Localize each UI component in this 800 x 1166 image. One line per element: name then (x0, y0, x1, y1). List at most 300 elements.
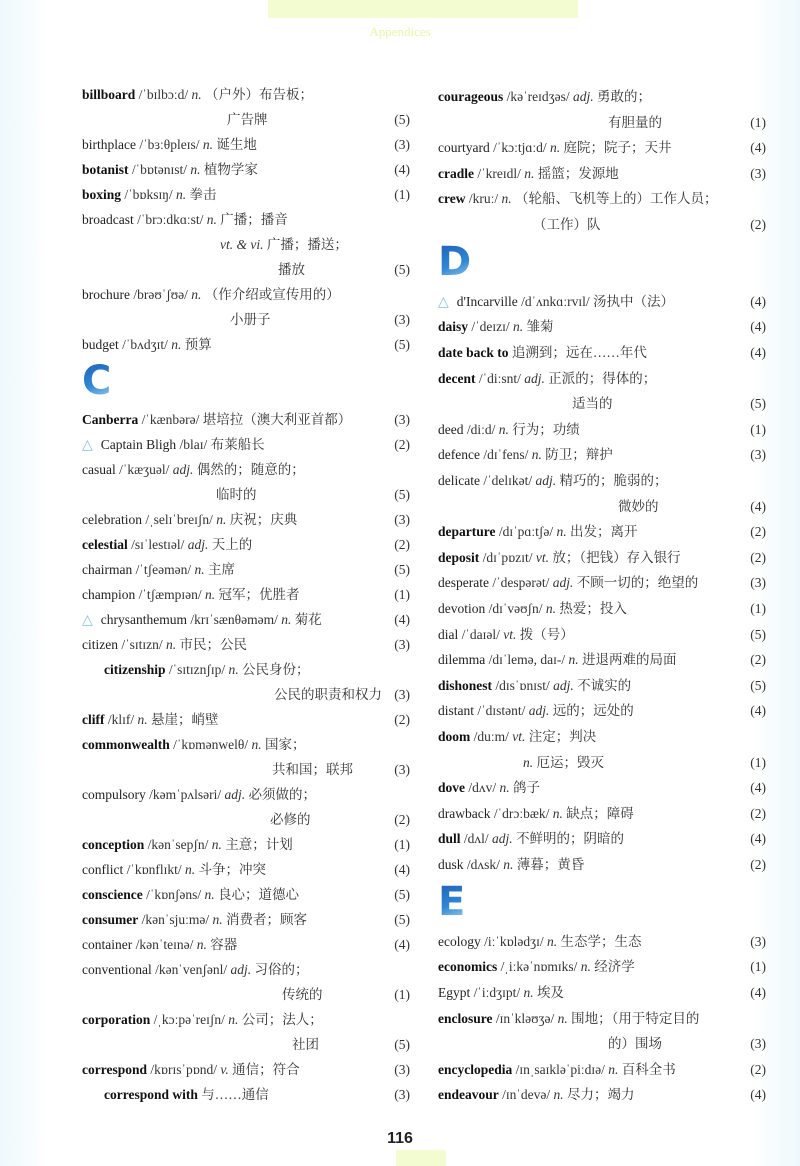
entry-definition: 偶然的；随意的； (196, 462, 305, 477)
entry-term: budget (82, 337, 119, 352)
unit-number: (3) (394, 687, 410, 702)
entry-definition: 容器 (210, 937, 238, 952)
entry-term: crew (438, 191, 466, 207)
glossary-entry (438, 956, 766, 978)
unit-number: (3) (394, 1087, 410, 1102)
entry-phonetic: /ˌiːkəˈnɒmɪks/ (500, 959, 578, 975)
glossary-entry (82, 709, 410, 731)
unit-number: (5) (394, 912, 410, 927)
entry-part-of-speech: adj. (552, 575, 574, 591)
entry-term: courtyard (438, 140, 490, 156)
glossary-entry (438, 828, 766, 850)
entry-term: deposit (438, 549, 480, 565)
glossary-entry (438, 547, 766, 569)
glossary-entry-continuation (438, 496, 766, 518)
glossary-entry (438, 316, 766, 338)
unit-number: (1) (750, 114, 766, 130)
entry-part-of-speech: n. (523, 985, 534, 1000)
entry-definition: 布莱船长 (210, 437, 265, 452)
entry-definition: 天上的 (211, 537, 253, 552)
entry-part-of-speech: n. (281, 612, 292, 627)
triangle-marker-icon: △ (82, 438, 93, 453)
glossary-entry (438, 1008, 766, 1030)
entry-term: brochure (82, 287, 130, 302)
unit-number: (5) (394, 262, 410, 277)
entry-term: conception (82, 837, 145, 852)
entry-phonetic: /ˈdespərət/ (492, 575, 550, 591)
entry-term: citizenship (104, 662, 166, 677)
unit-number: (5) (750, 626, 766, 642)
entry-phonetic: /ɪnˈkləʊʒə/ (495, 1010, 555, 1026)
entry-term: d'Incarville (456, 293, 518, 309)
glossary-entry (82, 284, 410, 306)
glossary-entry (82, 609, 410, 631)
entry-term: defence (438, 447, 480, 463)
entry-part-of-speech: vt. (512, 729, 526, 744)
entry-term: ecology (438, 933, 481, 949)
unit-number: (5) (394, 487, 410, 502)
entry-part-of-speech: n. (185, 862, 196, 877)
glossary-entry (438, 368, 766, 390)
glossary-entry (82, 1059, 410, 1081)
entry-term: dial (438, 626, 459, 642)
section-letter-d: D (438, 238, 472, 285)
unit-number: (3) (750, 165, 766, 181)
entry-term: dishonest (438, 677, 493, 693)
entry-phonetic: /brəʊˈʃʊə/ (133, 287, 188, 302)
glossary-entry-continuation (82, 259, 410, 281)
entry-definition: 植物学家 (203, 162, 258, 177)
entry-definition: 主席 (207, 562, 235, 577)
entry-term: date back to (438, 345, 509, 360)
unit-number: (3) (750, 447, 766, 463)
entry-definition: （工作）队 (533, 217, 601, 232)
entry-definition: 拨（号） (519, 626, 574, 642)
glossary-entry (82, 634, 410, 656)
entry-phonetic: /ˈtʃæmpɪən/ (138, 587, 202, 602)
entry-part-of-speech: adj. (230, 962, 252, 977)
section-letter-c: C (82, 358, 112, 404)
entry-phonetic: /ˈdeɪzɪ/ (471, 319, 510, 335)
glossary-entry-continuation (82, 309, 410, 331)
entry-definition: 斗争；冲突 (198, 862, 267, 877)
unit-number: (4) (750, 1087, 766, 1103)
entry-definition: 的）围场 (608, 1036, 662, 1052)
entry-phonetic: /ˈsɪtɪzn/ (121, 637, 163, 652)
entry-definition: 尽力；竭力 (566, 1087, 635, 1103)
entry-definition: 国家； (265, 737, 306, 752)
entry-phonetic: /ˈdiːsnt/ (478, 370, 521, 386)
entry-part-of-speech: n. (216, 512, 227, 527)
entry-definition: 汤执中（法） (593, 293, 674, 309)
entry-definition: （轮船、飞机等上的）工作人员； (514, 191, 718, 207)
unit-number: (2) (750, 805, 766, 821)
entry-part-of-speech: adj. (224, 787, 246, 802)
entry-part-of-speech: n. (545, 601, 557, 616)
glossary-entry (438, 649, 766, 671)
glossary-entry-continuation (82, 484, 410, 506)
entry-term: birthplace (82, 137, 136, 152)
entry-definition: 广播；播送； (266, 237, 348, 252)
unit-number: (4) (750, 985, 766, 1000)
unit-number: (1) (750, 959, 766, 975)
entry-definition: （作介绍或宣传用的） (204, 287, 340, 302)
entry-definition: 行为；功绩 (512, 421, 580, 437)
entry-part-of-speech: n. (202, 137, 213, 152)
entry-phonetic: /ˈsɪtɪznʃɪp/ (168, 662, 226, 677)
unit-number: (4) (394, 612, 410, 627)
entry-term: chairman (82, 562, 133, 577)
entry-term: Captain Bligh (100, 437, 177, 452)
entry-term: delicate (438, 473, 480, 488)
entry-phonetic: /dɪˈpɒzɪt/ (482, 549, 533, 565)
glossary-entry (82, 659, 410, 681)
entry-phonetic: /kruː/ (468, 191, 499, 207)
unit-number: (3) (750, 933, 766, 949)
entry-phonetic: /ˈkænbərə/ (141, 412, 200, 427)
glossary-entry (438, 444, 766, 466)
glossary-entry (438, 726, 766, 748)
entry-term: dove (438, 780, 465, 796)
glossary-entry-continuation (82, 684, 410, 706)
entry-phonetic: /kənˈteɪnə/ (135, 937, 194, 952)
entry-term: champion (82, 587, 136, 602)
entry-definition: 勇敢的； (596, 89, 651, 104)
entry-definition: 公司；法人； (241, 1012, 323, 1027)
glossary-entry (82, 1084, 410, 1106)
entry-phonetic: /ˈbrɔːdkɑːst/ (137, 212, 204, 227)
entry-part-of-speech: n. (211, 837, 222, 852)
entry-phonetic: /ˈbɪlbɔːd/ (138, 87, 189, 102)
glossary-entry-continuation (438, 393, 766, 415)
glossary-entry (82, 509, 410, 531)
entry-definition: 主意；计划 (225, 837, 293, 852)
entry-phonetic: /diːd/ (466, 421, 496, 437)
glossary-entry (438, 521, 766, 543)
glossary-entry (438, 1084, 766, 1106)
entry-definition: 生态学；生态 (560, 933, 642, 949)
glossary-entry (438, 188, 766, 210)
entry-definition: 摇篮；发源地 (537, 165, 619, 181)
entry-part-of-speech: n. (191, 287, 202, 302)
glossary-entry (82, 134, 410, 156)
triangle-marker-icon: △ (82, 613, 93, 628)
entry-definition: 不顾一切的；绝望的 (576, 575, 699, 591)
entry-term: departure (438, 524, 496, 540)
entry-phonetic: /ˈbʌdʒɪt/ (122, 337, 168, 352)
entry-phonetic: /kənˈsepʃn/ (147, 837, 209, 852)
entry-definition: 雏菊 (526, 319, 554, 335)
entry-term: Egypt (438, 985, 471, 1000)
glossary-entry (82, 84, 410, 106)
entry-phonetic: /dʌv/ (468, 780, 497, 796)
unit-number: (1) (750, 421, 766, 437)
entry-phonetic: /ˈkreɪdl/ (477, 165, 521, 181)
glossary-entry (82, 909, 410, 931)
entry-term: encyclopedia (438, 1061, 513, 1077)
unit-number: (5) (750, 677, 766, 693)
glossary-entry (438, 419, 766, 441)
entry-term: economics (438, 959, 498, 975)
entry-phonetic: /ˈbɒtənɪst/ (131, 162, 187, 177)
header-band (268, 0, 578, 18)
glossary-entry (438, 470, 766, 492)
entry-part-of-speech: n. (171, 337, 182, 352)
glossary-entry-continuation (82, 1034, 410, 1056)
entry-definition: 精巧的；脆弱的； (559, 473, 668, 488)
unit-number: (4) (750, 140, 766, 156)
entry-definition: 进退两难的局面 (581, 652, 677, 668)
entry-definition: 良心；道德心 (218, 887, 300, 902)
entry-part-of-speech: n. (176, 187, 187, 202)
entry-definition: 庆祝；庆典 (229, 512, 298, 527)
entry-definition: 传统的 (282, 987, 323, 1002)
glossary-entry (438, 624, 766, 646)
unit-number: (2) (750, 857, 766, 872)
entry-definition: 拳击 (189, 187, 217, 202)
unit-number: (2) (750, 217, 766, 232)
glossary-entry-continuation (438, 112, 766, 134)
unit-number: (3) (394, 312, 410, 327)
entry-definition: 悬崖；峭壁 (151, 712, 219, 727)
entry-phonetic: /ˈiːdʒɪpt/ (473, 985, 521, 1000)
entry-term: courageous (438, 89, 504, 104)
entry-definition: 追溯到；远在……年代 (511, 345, 647, 360)
entry-phonetic: /dɪˈfens/ (483, 447, 529, 463)
unit-number: (5) (394, 112, 410, 127)
section-letter-e: E (438, 878, 466, 925)
unit-number: (4) (750, 703, 766, 719)
entry-term: conventional (82, 962, 152, 977)
entry-definition: 公民身份； (242, 662, 310, 677)
entry-phonetic: /krɪˈsænθəməm/ (190, 612, 278, 627)
entry-definition: 共和国；联邦 (272, 762, 353, 777)
glossary-entry (82, 784, 410, 806)
entry-part-of-speech: n. (524, 165, 535, 181)
entry-term: commonwealth (82, 737, 170, 752)
unit-number: (2) (394, 537, 410, 552)
unit-number: (1) (394, 187, 410, 202)
entry-term: doom (438, 729, 471, 744)
entry-part-of-speech: n. (557, 1010, 568, 1026)
glossary-entry (82, 459, 410, 481)
unit-number: (3) (394, 637, 410, 652)
entry-definition: 厄运；毁灭 (536, 754, 604, 770)
glossary-entry (438, 1059, 766, 1081)
entry-phonetic: /kəˈreɪdʒəs/ (506, 89, 570, 104)
entry-term: drawback (438, 805, 491, 821)
entry-part-of-speech: n. (550, 140, 561, 156)
entry-phonetic: /ˌselɪˈbreɪʃn/ (145, 512, 213, 527)
entry-term: dilemma (438, 652, 486, 668)
entry-part-of-speech: adj. (528, 703, 550, 719)
entry-term: broadcast (82, 212, 134, 227)
glossary-entry (438, 291, 766, 313)
entry-term: compulsory (82, 787, 146, 802)
entry-phonetic: /ˈkɒnflɪkt/ (126, 862, 182, 877)
entry-phonetic: /dˈʌnkɑːrvɪl/ (521, 293, 590, 309)
unit-number: (3) (394, 1062, 410, 1077)
unit-number: (4) (394, 162, 410, 177)
entry-phonetic: /ˈdɪstənt/ (477, 703, 526, 719)
unit-number: (2) (750, 1061, 766, 1077)
glossary-entry (82, 184, 410, 206)
unit-number: (5) (750, 396, 766, 412)
unit-number: (4) (750, 319, 766, 335)
glossary-entry (438, 342, 766, 364)
glossary-entry-continuation (438, 214, 766, 236)
entry-term: deed (438, 421, 464, 437)
unit-number: (5) (394, 562, 410, 577)
glossary-entry-continuation (438, 752, 766, 774)
entry-definition: 社团 (292, 1037, 319, 1052)
unit-number: (1) (394, 587, 410, 602)
entry-definition: 不鲜明的；阴暗的 (516, 831, 625, 847)
entry-definition: 播放 (278, 262, 305, 277)
entry-definition: 市民；公民 (179, 637, 247, 652)
entry-phonetic: /ˈdrɔːbæk/ (493, 805, 550, 821)
entry-part-of-speech: adj. (187, 537, 209, 552)
glossary-entry (82, 1009, 410, 1031)
entry-part-of-speech: adj. (535, 473, 557, 488)
glossary-entry (82, 334, 410, 356)
glossary-entry (438, 598, 766, 620)
glossary-entry (82, 584, 410, 606)
glossary-entry (438, 163, 766, 185)
entry-term: billboard (82, 87, 136, 102)
glossary-entry-continuation (82, 109, 410, 131)
glossary-entry (82, 859, 410, 881)
entry-definition: 通信；符合 (232, 1062, 300, 1077)
entry-definition: 广播；播音 (220, 212, 288, 227)
entry-phonetic: /dɪˈlemə, daɪ-/ (488, 652, 566, 668)
entry-part-of-speech: n. (503, 857, 514, 872)
unit-number: (3) (394, 762, 410, 777)
entry-phonetic: /ɪnˌsaɪkləˈpiːdɪə/ (515, 1061, 605, 1077)
unit-number: (3) (394, 412, 410, 427)
entry-term: corporation (82, 1012, 151, 1027)
entry-definition: 适当的 (572, 396, 613, 412)
entry-phonetic: /ɪnˈdevə/ (502, 1087, 551, 1103)
entry-part-of-speech: n. (228, 1012, 239, 1027)
entry-definition: 经济学 (594, 959, 635, 975)
entry-part-of-speech: n. (498, 421, 509, 437)
entry-part-of-speech: n. (608, 1061, 619, 1077)
entry-phonetic: /ˈdaɪəl/ (461, 626, 500, 642)
entry-phonetic: /ˈbɒksɪŋ/ (124, 187, 173, 202)
entry-phonetic: /kənˈsjuːmə/ (141, 912, 210, 927)
entry-part-of-speech: n. (556, 524, 567, 540)
entry-definition: 预算 (184, 337, 212, 352)
entry-part-of-speech: n. (580, 959, 591, 975)
entry-term: botanist (82, 162, 129, 177)
glossary-entry (82, 734, 410, 756)
entry-phonetic: /blaɪ/ (179, 437, 208, 452)
glossary-entry (438, 675, 766, 697)
glossary-entry (438, 931, 766, 953)
glossary-entry (82, 434, 410, 456)
entry-part-of-speech: adj. (492, 831, 513, 847)
entry-phonetic: /dʌsk/ (466, 857, 500, 872)
entry-definition: 出发；离开 (570, 524, 638, 540)
entry-part-of-speech: n. (137, 712, 148, 727)
entry-phonetic: /ˈkɒnʃəns/ (146, 887, 202, 902)
entry-definition: 热爱；投入 (559, 601, 627, 616)
entry-term: dull (438, 831, 461, 847)
entry-definition: 必须做的； (248, 787, 316, 802)
entry-part-of-speech: adj. (172, 462, 194, 477)
entry-part-of-speech: adj. (572, 89, 594, 104)
unit-number: (3) (750, 1036, 766, 1052)
entry-definition: 百科全书 (621, 1061, 676, 1077)
entry-definition: 诞生地 (216, 137, 257, 152)
entry-phonetic: /dɪˈvəʊʃn/ (488, 601, 543, 616)
entry-part-of-speech: n. (191, 87, 202, 102)
unit-number: (2) (750, 524, 766, 540)
triangle-marker-icon: △ (438, 294, 449, 310)
glossary-entry (82, 959, 410, 981)
unit-number: (2) (750, 549, 766, 565)
entry-part-of-speech: n. (228, 662, 239, 677)
entry-term: devotion (438, 601, 486, 616)
entry-definition: 缺点；障碍 (566, 805, 634, 821)
entry-phonetic: /ˈkɔːtjɑːd/ (493, 140, 547, 156)
glossary-entry (438, 982, 766, 1004)
entry-phonetic: /dʌl/ (463, 831, 489, 847)
entry-part-of-speech: n. (501, 191, 512, 207)
entry-part-of-speech: n. (212, 912, 223, 927)
glossary-entry (82, 409, 410, 431)
entry-term: cradle (438, 165, 474, 181)
entry-part-of-speech: vt. & vi. (220, 237, 264, 252)
entry-definition: 防卫；辩护 (545, 447, 613, 463)
entry-definition: 堪培拉（澳大利亚首都） (202, 412, 352, 427)
glossary-entry (438, 854, 766, 876)
entry-part-of-speech: vt. (535, 549, 549, 565)
entry-definition: 放；（把钱）存入银行 (552, 549, 681, 565)
unit-number: (3) (750, 575, 766, 591)
entry-term: Canberra (82, 412, 139, 427)
entry-phonetic: /ˈkæʒuəl/ (119, 462, 170, 477)
entry-definition: 正派的；得体的； (548, 370, 657, 386)
entry-phonetic: /ˈkɒmənwelθ/ (173, 737, 249, 752)
entry-definition: 消费者；顾客 (226, 912, 307, 927)
entry-term: correspond with (104, 1087, 198, 1102)
entry-phonetic: /iːˈkɒlədʒɪ/ (484, 933, 544, 949)
glossary-entry (438, 777, 766, 799)
glossary-entry (82, 209, 410, 231)
entry-definition: 冠军；优胜者 (218, 587, 300, 602)
entry-definition: 公民的职责和权力 (274, 687, 382, 702)
unit-number: (1) (750, 601, 766, 616)
entry-part-of-speech: n. (205, 587, 216, 602)
glossary-entry (82, 534, 410, 556)
entry-term: dusk (438, 857, 464, 872)
unit-number: (4) (750, 498, 766, 514)
unit-number: (4) (750, 345, 766, 360)
glossary-entry (438, 86, 766, 108)
unit-number: (2) (750, 652, 766, 668)
entry-term: container (82, 937, 133, 952)
entry-definition: 注定；判决 (528, 729, 597, 744)
entry-definition: 习俗的； (254, 962, 309, 977)
glossary-entry-continuation (438, 1033, 766, 1055)
entry-part-of-speech: n. (552, 805, 563, 821)
entry-definition: 远的；远处的 (552, 703, 634, 719)
entry-term: casual (82, 462, 116, 477)
unit-number: (2) (394, 437, 410, 452)
unit-number: (4) (750, 831, 766, 847)
